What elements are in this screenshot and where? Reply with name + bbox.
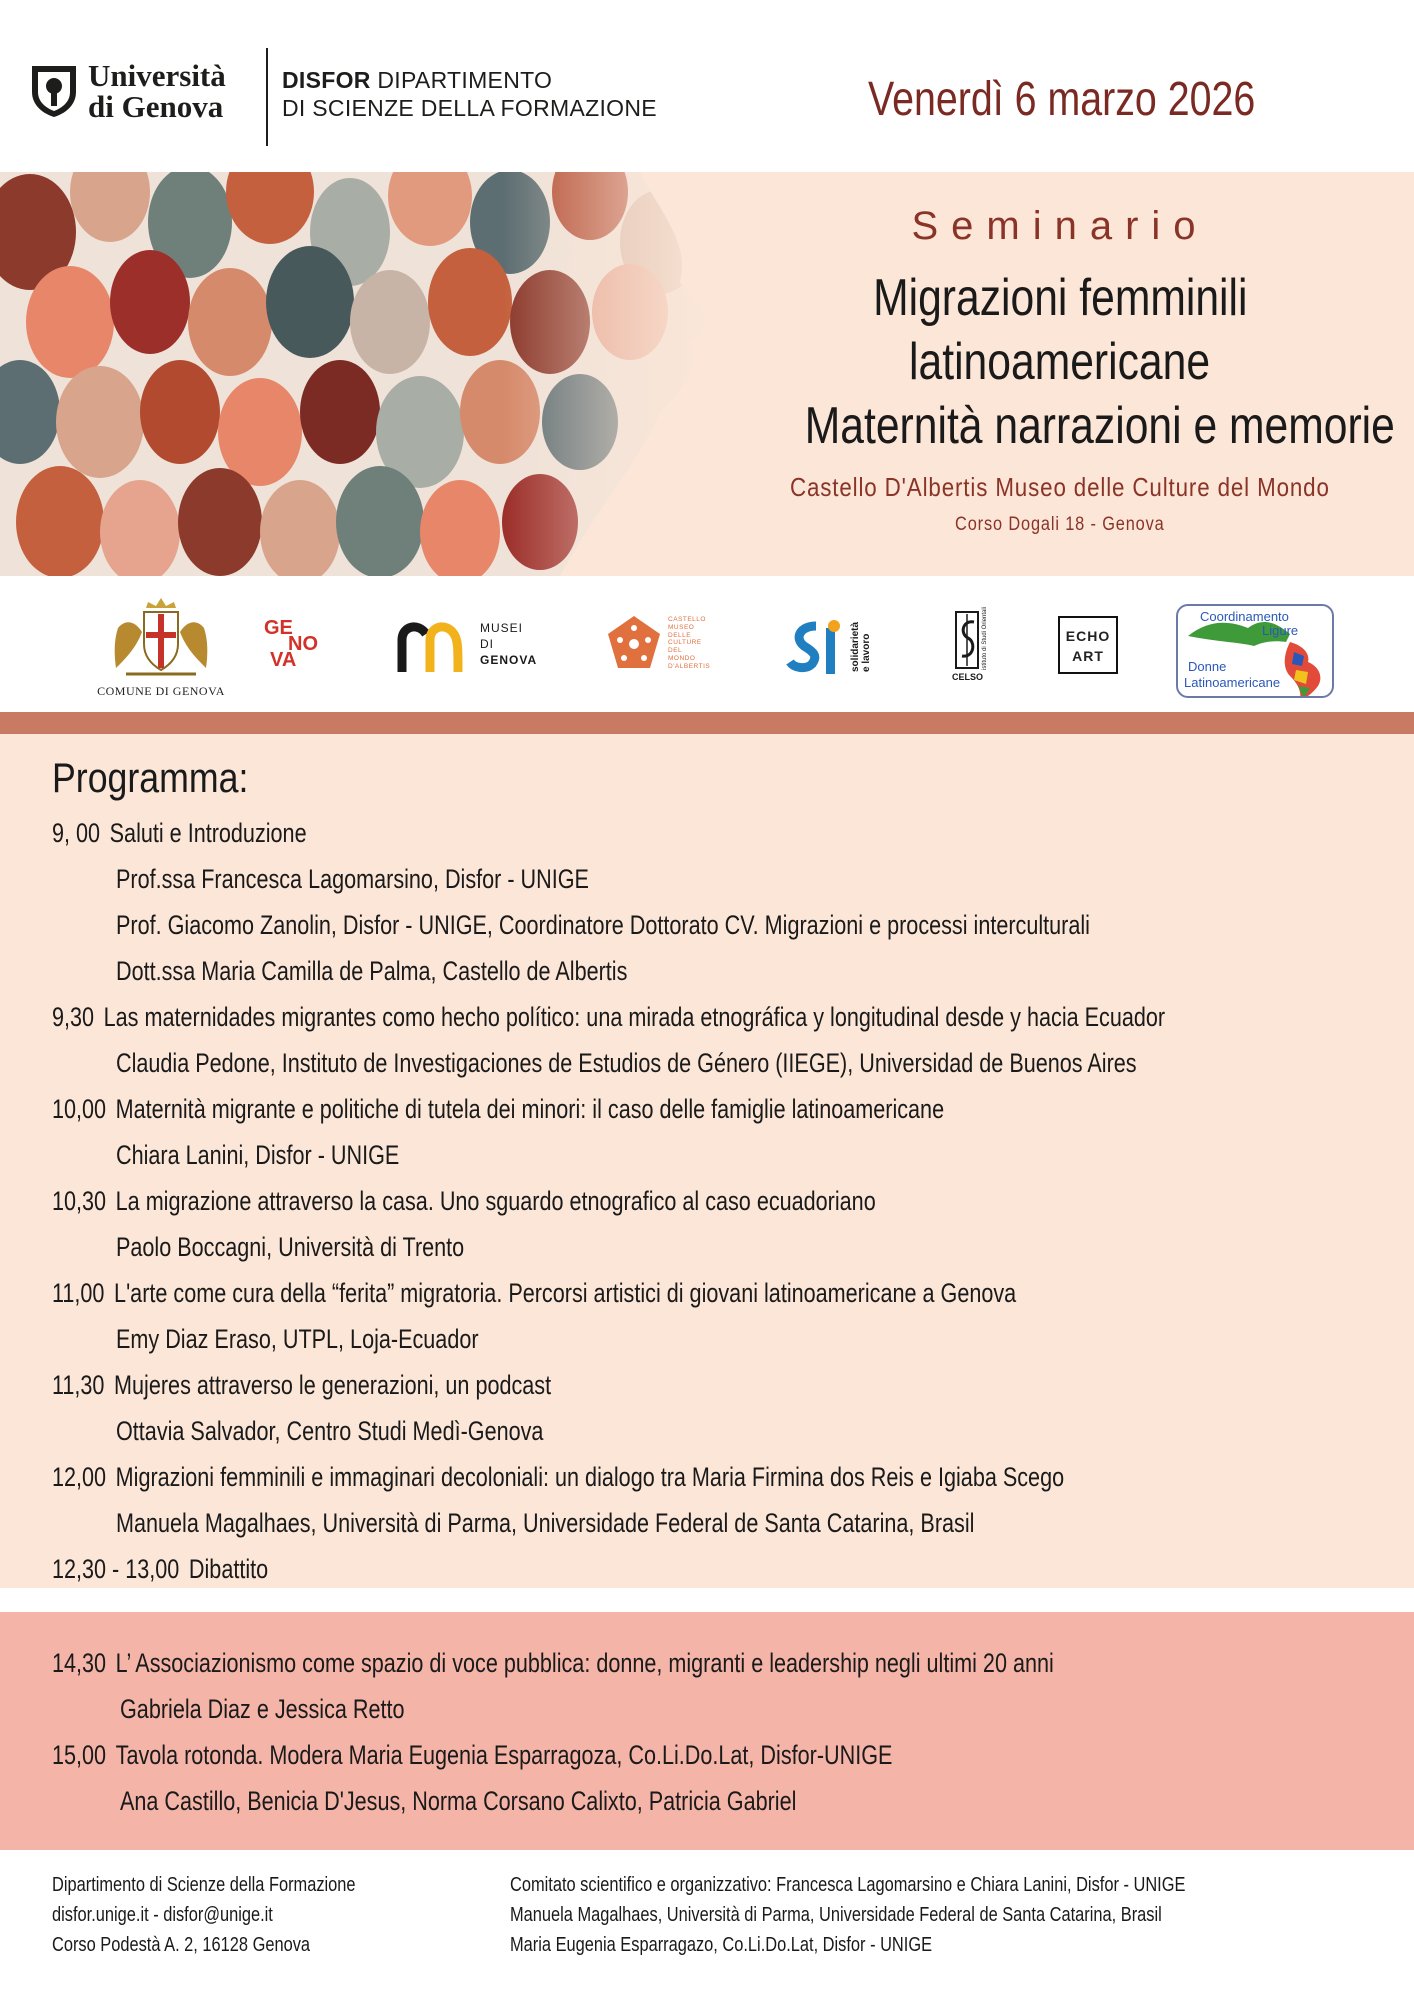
seminar-kicker: Seminario	[911, 204, 1209, 248]
coord-line-4: Latinoamericane	[1184, 675, 1281, 690]
item-time: 11,30	[52, 1370, 105, 1400]
celso-label: CELSO	[952, 672, 984, 682]
footer-contacts: disfor.unige.it - disfor@unige.it	[52, 1904, 273, 1926]
department-acronym: DISFOR	[282, 67, 371, 93]
castello-line-1: CASTELLO	[668, 616, 706, 623]
castello-star-icon	[604, 614, 664, 674]
item-time: 14,30	[52, 1648, 107, 1678]
genova-more-than-this-logo	[262, 612, 334, 672]
coord-line-3: Donne	[1188, 659, 1227, 674]
speaker-line: Prof. Giacomo Zanolin, Disfor - UNIGE, Coordinatore Dottorato CV. Migrazioni e processi interculturali	[116, 910, 1090, 940]
item-title: L’ Associazionismo come spazio di voce pubblica: donne, migranti e leadership negli ultimi 20 anni	[115, 1648, 1054, 1678]
item-title: Tavola rotonda. Modera Maria Eugenia Esparragoza, Co.Li.Do.Lat, Disfor-UNIGE	[115, 1740, 893, 1770]
musei-line-2: DI	[480, 637, 494, 651]
university-name	[88, 60, 226, 122]
university-shield-icon	[28, 62, 80, 118]
university-line-1: Università	[88, 58, 226, 93]
echo-line-2: ART	[1072, 648, 1104, 664]
item-title: L'arte come cura della “ferita” migratoria. Percorsi artistici di giovani latinoamericane a Genova	[114, 1278, 1017, 1308]
echo-line-1: ECHO	[1065, 628, 1111, 644]
footer	[0, 1850, 1414, 2000]
footer-address: Corso Podestà A. 2, 16128 Genova	[52, 1934, 311, 1956]
program-item-6	[52, 1370, 551, 1401]
program-item-9	[52, 1648, 1054, 1679]
genova-mark-3: VA	[270, 649, 297, 671]
castello-line-4: CULTURE	[668, 639, 702, 647]
event-date: Venerdì 6 marzo 2026	[868, 73, 1256, 126]
musei-di-genova-logo	[396, 618, 556, 674]
solidarieta-e-lavoro-logo	[786, 618, 886, 678]
speaker-line: Gabriela Diaz e Jessica Retto	[120, 1694, 405, 1724]
program-item-2	[52, 1002, 1165, 1033]
program-item-4	[52, 1186, 876, 1217]
speaker-line: Emy Diaz Eraso, UTPL, Loja-Ecuador	[116, 1324, 479, 1354]
item-time: 10,30	[52, 1186, 107, 1216]
comune-label: COMUNE DI GENOVA	[97, 684, 225, 698]
coord-line-2: Ligure	[1262, 623, 1299, 638]
speaker-line: Prof.ssa Francesca Lagomarsino, Disfor - UNIGE	[116, 864, 589, 894]
program-item-5	[52, 1278, 1016, 1309]
header	[0, 0, 1414, 172]
title-line-1: Migrazioni femminili	[872, 269, 1248, 327]
item-time: 12,00	[52, 1462, 107, 1492]
speaker-line: Claudia Pedone, Instituto de Investigaciones de Estudios de Género (IIEGE), Universidad de Buenos Aires	[116, 1048, 1137, 1078]
speaker-line: Dott.ssa Maria Camilla de Palma, Castello de Albertis	[116, 956, 628, 986]
castello-line-2: MUSEO	[668, 623, 695, 631]
header-divider	[266, 48, 268, 146]
item-time: 11,00	[52, 1278, 105, 1308]
musei-m-icon	[396, 618, 476, 674]
musei-line-3: GENOVA	[480, 653, 538, 667]
item-time: 12,30 - 13,00	[52, 1554, 180, 1584]
item-time: 9,30	[52, 1002, 95, 1032]
item-time: 9, 00	[52, 818, 101, 848]
musei-line-1: MUSEI	[480, 621, 524, 635]
program-item-8	[52, 1554, 268, 1585]
coat-of-arms-icon	[96, 598, 226, 682]
item-time: 10,00	[52, 1094, 107, 1124]
item-title: Maternità migrante e politiche di tutela dei minori: il caso delle famiglie latinoamericane	[115, 1094, 945, 1124]
item-title: Las maternidades migrantes como hecho político: una mirada etnográfica y longitudinal desde y hacia Ecuador	[103, 1002, 1166, 1032]
coord-line-1: Coordinamento	[1200, 609, 1289, 624]
genova-mark-1: GE	[264, 617, 293, 639]
footer-committee-1: Comitato scientifico e organizzativo: Francesca Lagomarsino e Chiara Lanini, Disfor - UNIGE	[510, 1874, 1186, 1896]
speaker-line: Ana Castillo, Benicia D'Jesus, Norma Corsano Calixto, Patricia Gabriel	[120, 1786, 797, 1816]
celso-logo	[952, 606, 1008, 690]
venue-name: Castello D'Albertis Museo delle Culture del Mondo	[790, 472, 1330, 502]
program-afternoon	[0, 1612, 1414, 1850]
program-item-7	[52, 1462, 1064, 1493]
castello-line-5: DEL	[668, 647, 683, 655]
venue-address: Corso Dogali 18 - Genova	[955, 514, 1165, 535]
item-title: Mujeres attraverso le generazioni, un podcast	[114, 1370, 552, 1400]
item-title: Dibattito	[188, 1554, 269, 1584]
sel-line-2: e lavoro	[861, 633, 872, 672]
department-name	[282, 66, 657, 122]
item-title: Saluti e Introduzione	[109, 818, 307, 848]
department-line-2: DI SCIENZE DELLA FORMAZIONE	[282, 95, 657, 121]
hero-banner	[0, 172, 1414, 576]
speaker-line: Chiara Lanini, Disfor - UNIGE	[116, 1140, 400, 1170]
sel-line-1: solidarietà	[850, 621, 861, 672]
footer-committee-2: Manuela Magalhaes, Università di Parma, Universidade Federal de Santa Catarina, Brasil	[510, 1904, 1162, 1926]
comune-genova-logo	[96, 598, 226, 698]
item-title: La migrazione attraverso la casa. Uno sguardo etnografico al caso ecuadoriano	[115, 1186, 876, 1216]
item-title: Migrazioni femminili e immaginari decoloniali: un dialogo tra Maria Firmina dos Reis e Igiaba Scego	[115, 1462, 1065, 1492]
castello-dalbertis-logo	[604, 614, 724, 674]
title-line-2: latinoamericane	[909, 333, 1211, 391]
item-time: 15,00	[52, 1740, 107, 1770]
program-item-10	[52, 1740, 892, 1771]
section-divider-bar	[0, 712, 1414, 734]
castello-line-3: DELLE	[668, 631, 692, 639]
castello-line-7: D'ALBERTIS	[668, 662, 711, 670]
faces-illustration	[0, 172, 720, 576]
footer-committee-3: Maria Eugenia Esparragazo, Co.Li.Do.Lat, Disfor - UNIGE	[510, 1934, 933, 1956]
echo-art-logo	[1058, 616, 1118, 674]
speaker-line: Paolo Boccagni, Università di Trento	[116, 1232, 465, 1262]
celso-sub: istituto di Studi Orientali	[982, 606, 988, 670]
genova-mark-2: NO	[288, 633, 318, 655]
program-item-3	[52, 1094, 944, 1125]
department-line-1: DIPARTIMENTO	[370, 67, 553, 93]
castello-line-6: MONDO	[668, 654, 696, 662]
program-morning	[0, 734, 1414, 1588]
speaker-line: Manuela Magalhaes, Università di Parma, Universidade Federal de Santa Catarina, Brasil	[116, 1508, 975, 1538]
footer-dept: Dipartimento di Scienze della Formazione	[52, 1874, 356, 1896]
title-line-3: Maternità narrazioni e memorie	[804, 397, 1395, 455]
program-heading: Programma:	[52, 754, 249, 801]
coordinamento-ligure-logo	[1176, 604, 1334, 698]
partner-logos	[0, 576, 1414, 710]
sel-mark-icon	[786, 618, 846, 678]
program-item-1	[52, 818, 307, 849]
university-line-2: di Genova	[88, 89, 224, 124]
speaker-line: Ottavia Salvador, Centro Studi Medì-Genova	[116, 1416, 544, 1446]
